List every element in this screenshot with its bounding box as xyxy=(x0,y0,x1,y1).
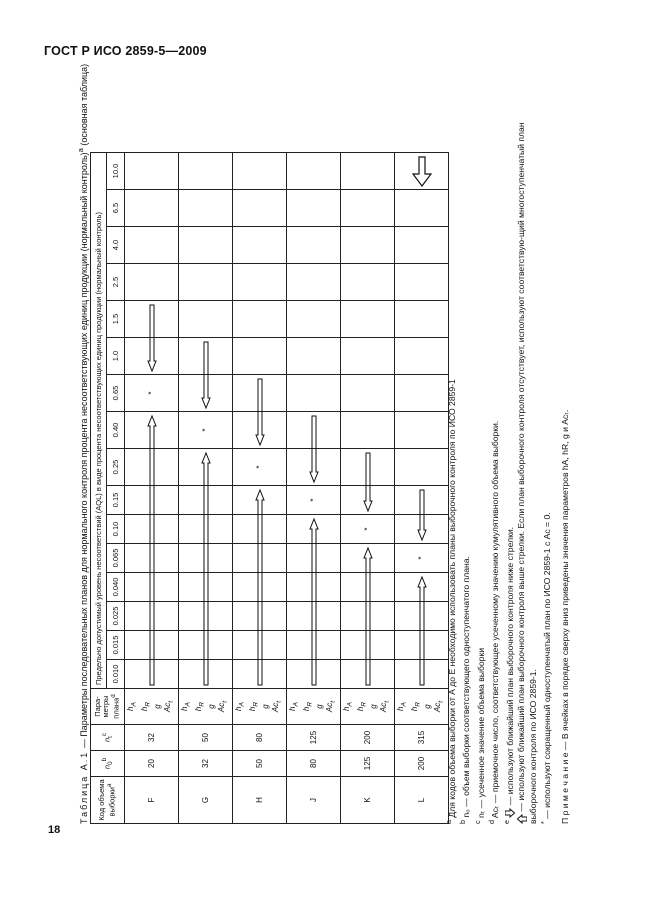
aql-level-header: 0.010 xyxy=(107,660,125,689)
arrow-up-icon xyxy=(310,416,318,482)
arrow-down-icon xyxy=(364,548,372,685)
note-f: — используют ближайший план выборочного контроля выше стрелки. Если план выборочного контроля отсутствует, используют соответствую-щий многоступенчатый план выборочного контроля по ИСО 2859-1. xyxy=(516,122,538,824)
n0-value: 32 xyxy=(179,751,233,777)
aql-level-header: 0.25 xyxy=(107,449,125,486)
arrow-up-icon xyxy=(148,305,156,371)
n0-value: 50 xyxy=(233,751,287,777)
aql-level-header: 0.040 xyxy=(107,573,125,602)
n0-value: 200 xyxy=(395,751,449,777)
arrow-up-icon xyxy=(517,814,527,824)
aql-level-header: 0.65 xyxy=(107,375,125,412)
reduced-plan-star: * xyxy=(341,515,395,544)
arrow-up-icon xyxy=(364,453,372,511)
caption-sup: а xyxy=(76,148,85,153)
sample-size-code: G xyxy=(179,777,233,824)
sample-size-code: J xyxy=(287,777,341,824)
aql-level-header: 4.0 xyxy=(107,227,125,264)
param-names: $h_A$ $h_R$ g $Ac_t$ xyxy=(341,689,395,725)
aql-level-header: 1.0 xyxy=(107,338,125,375)
nt-value: 315 xyxy=(395,725,449,751)
aql-level-header: 6.5 xyxy=(107,190,125,227)
document-header: ГОСТ Р ИСО 2859-5—2009 xyxy=(44,44,207,58)
nt-value: 125 xyxy=(287,725,341,751)
arrow-down-icon xyxy=(148,416,156,685)
col-header-code: Код объема выборки$^а$ xyxy=(91,777,125,824)
note-b: $^b$ n₀ — объем выборки соответствующего одноступенчатого плана. xyxy=(459,556,472,824)
caption-text: — Параметры последовательных планов для нормального контроля процента несоответствующих единиц продукции (нормальный контроль) xyxy=(79,152,89,749)
nt-value: 50 xyxy=(179,725,233,751)
reduced-plan-star: * xyxy=(395,544,449,573)
nt-value: 80 xyxy=(233,725,287,751)
param-names: $h_A$ $h_R$ g $Ac_t$ xyxy=(179,689,233,725)
table-caption xyxy=(76,63,89,824)
aql-level-header: 0.065 xyxy=(107,544,125,573)
aql-level-header: 0.40 xyxy=(107,412,125,449)
aql-level-header: 0.015 xyxy=(107,631,125,660)
reduced-plan-star: * xyxy=(233,449,287,486)
aql-level-header: 2.5 xyxy=(107,264,125,301)
col-header-n0: $n_0^b$ xyxy=(91,751,125,777)
nt-value: 32 xyxy=(125,725,179,751)
caption-tail: (основная таблица) xyxy=(79,63,89,146)
arrow-up-icon xyxy=(413,157,431,186)
param-names: $h_A$ $h_R$ g $Ac_t$ xyxy=(125,689,179,725)
aql-level-header: 1.5 xyxy=(107,301,125,338)
param-names: $h_A$ $h_R$ g $Ac_t$ xyxy=(395,689,449,725)
aql-title: Предельно допустимый уровень несоответствий (AQL) в виде процента несоответствующих единиц продукции (нормальный контроль) xyxy=(91,153,107,689)
arrow-down-icon xyxy=(202,453,210,685)
reduced-plan-star: * xyxy=(287,486,341,515)
note-e: $^e$ — используют ближайший план выборочного контроля ниже стрелки. xyxy=(502,526,515,824)
note-a: $^а$ Для кодов объема выборки от А до Е необходимо использовать планы выборочного контроля по ИСО 2859-1 xyxy=(445,379,457,824)
note-d: $^d$ Acₜ — приемочное число, соответствующее усеченному значению кумулятивного объема выборки. xyxy=(488,420,501,824)
n0-value: 80 xyxy=(287,751,341,777)
param-names: $h_A$ $h_R$ g $Ac_t$ xyxy=(287,689,341,725)
reduced-plan-star: * xyxy=(125,375,179,412)
note-c: $^c$ nₜ — усеченное значение объема выборки xyxy=(473,647,486,824)
param-names: $h_A$ $h_R$ g $Ac_t$ xyxy=(233,689,287,725)
rotated-table-page xyxy=(76,63,616,824)
col-header-nt: $n_t^c$ xyxy=(91,725,125,751)
arrow-down-icon xyxy=(256,490,264,685)
caption-label: Таблица А.1 xyxy=(79,750,89,824)
n0-value: 20 xyxy=(125,751,179,777)
aql-level-header: 0.15 xyxy=(107,486,125,515)
nt-value: 200 xyxy=(341,725,395,751)
note-star: * — используют сокращенный одноступенчатый план по ИСО 2859-1 с Ac = 0. xyxy=(540,512,553,824)
note-remark: П р и м е ч а н и е — В ячейках в порядке сверху вниз приведены значения параметров hA, hR, g и Acₜ. xyxy=(559,409,570,824)
n0-value: 125 xyxy=(341,751,395,777)
sample-size-code: F xyxy=(125,777,179,824)
sample-size-code: H xyxy=(233,777,287,824)
arrow-down-icon xyxy=(310,519,318,685)
arrow-up-icon xyxy=(202,342,210,408)
sample-size-code: K xyxy=(341,777,395,824)
aql-level-header: 0.025 xyxy=(107,602,125,631)
aql-level-header: 0.10 xyxy=(107,515,125,544)
arrow-down-icon xyxy=(505,808,515,818)
arrow-up-icon xyxy=(256,379,264,445)
aql-level-header: 10.0 xyxy=(107,153,125,190)
sample-size-code: L xyxy=(395,777,449,824)
arrow-up-icon xyxy=(418,490,426,540)
page-number: 18 xyxy=(48,824,61,836)
col-header-params: Пара-метры плана$^d$ xyxy=(91,689,125,725)
footnotes xyxy=(444,84,572,824)
reduced-plan-star: * xyxy=(179,412,233,449)
arrow-overlay xyxy=(90,151,456,824)
arrow-down-icon xyxy=(418,577,426,685)
